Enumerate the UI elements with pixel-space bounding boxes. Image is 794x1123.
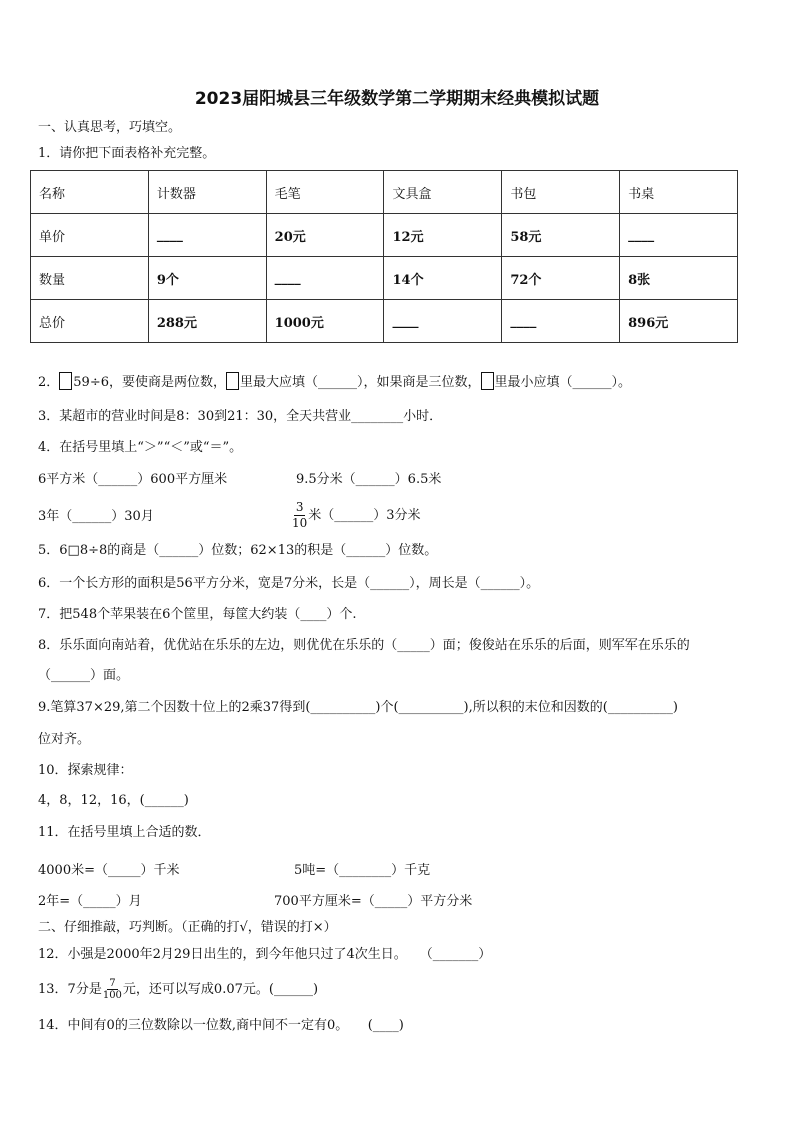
question-4: 4．在括号里填上“＞”“＜”或“＝”。 bbox=[38, 440, 243, 455]
table-cell: 58元 bbox=[502, 214, 620, 257]
table-cell: 总价 bbox=[31, 300, 149, 343]
table-cell: ____ bbox=[148, 214, 266, 257]
question-11c: 2年=（_____）月 bbox=[38, 894, 142, 909]
question-4d bbox=[291, 496, 421, 536]
question-10-sequence: 4，8，12，16，(______) bbox=[38, 793, 189, 808]
table-cell: 1000元 bbox=[266, 300, 384, 343]
table-header-cell: 书包 bbox=[502, 171, 620, 214]
question-14: 14．中间有0的三位数除以一位数,商中间不一定有0。 (____) bbox=[38, 1018, 404, 1033]
price-table bbox=[30, 170, 738, 343]
table-cell: 9个 bbox=[148, 257, 266, 300]
table-row bbox=[31, 300, 738, 343]
question-12: 12．小强是2000年2月29日出生的，到今年他只过了4次生日。 （_______） bbox=[38, 947, 492, 962]
question-2 bbox=[38, 372, 631, 392]
fraction-numerator: 3 bbox=[295, 500, 304, 514]
blank-box bbox=[481, 372, 494, 390]
section-heading-judge: 二、仔细推敲，巧判断。（正确的打√，错误的打×） bbox=[38, 920, 337, 935]
table-row bbox=[31, 214, 738, 257]
table-cell: ____ bbox=[620, 214, 738, 257]
table-cell: 8张 bbox=[620, 257, 738, 300]
question-1: 1．请你把下面表格补充完整。 bbox=[38, 146, 216, 161]
table-cell: 288元 bbox=[148, 300, 266, 343]
question-text: 59÷6，要使商是两位数， bbox=[73, 375, 226, 390]
question-text: 里最小应填（______）。 bbox=[494, 375, 632, 390]
table-cell: 896元 bbox=[620, 300, 738, 343]
question-number: 2． bbox=[38, 375, 60, 390]
table-header-cell: 计数器 bbox=[148, 171, 266, 214]
table-row bbox=[31, 257, 738, 300]
question-text: 13．7分是 bbox=[38, 982, 102, 997]
question-9-continued: 位对齐。 bbox=[38, 732, 91, 747]
question-11b: 5吨=（________）千克 bbox=[294, 863, 431, 878]
question-11a: 4000米=（_____）千米 bbox=[38, 863, 180, 878]
question-11: 11．在括号里填上合适的数． bbox=[38, 825, 211, 840]
table-header-row bbox=[31, 171, 738, 214]
table-cell: 14个 bbox=[384, 257, 502, 300]
table-cell: 72个 bbox=[502, 257, 620, 300]
fraction-denominator: 100 bbox=[102, 990, 122, 1001]
question-4a: 6平方米（______）600平方厘米 bbox=[38, 472, 228, 487]
question-4c: 3年（______）30月 bbox=[38, 509, 154, 524]
question-6: 6．一个长方形的面积是56平方分米，宽是7分米，长是（______），周长是（______）。 bbox=[38, 576, 540, 591]
question-8-continued: （______）面。 bbox=[38, 668, 130, 683]
table-cell: 单价 bbox=[31, 214, 149, 257]
question-13 bbox=[38, 972, 318, 1008]
table-cell: 12元 bbox=[384, 214, 502, 257]
table-cell: ____ bbox=[266, 257, 384, 300]
table-cell: 数量 bbox=[31, 257, 149, 300]
table-header-cell: 书桌 bbox=[620, 171, 738, 214]
question-5: 5．6□8÷8的商是（______）位数；62×13的积是（______）位数。 bbox=[38, 543, 438, 558]
question-text: 米（______）3分米 bbox=[308, 508, 421, 523]
question-7: 7．把548个苹果装在6个筐里，每筐大约装（____）个. bbox=[38, 607, 357, 622]
question-3: 3．某超市的营业时间是8：30到21：30，全天共营业________小时． bbox=[38, 409, 443, 424]
blank-box bbox=[59, 372, 72, 390]
table-header-cell: 毛笔 bbox=[266, 171, 384, 214]
question-8: 8．乐乐面向南站着，优优站在乐乐的左边，则优优在乐乐的（_____）面；俊俊站在乐乐的后面，则军军在乐乐的 bbox=[38, 638, 690, 653]
page-title: 2023届阳城县三年级数学第二学期期末经典模拟试题 bbox=[194, 89, 600, 109]
question-11d: 700平方厘米=（_____）平方分米 bbox=[274, 894, 473, 909]
fraction-numerator: 7 bbox=[109, 978, 116, 989]
question-text: 里最大应填（______），如果商是三位数， bbox=[240, 375, 481, 390]
fraction-denominator: 10 bbox=[292, 516, 308, 530]
blank-box bbox=[226, 372, 239, 390]
fraction bbox=[292, 500, 307, 531]
table-header-cell: 名称 bbox=[31, 171, 149, 214]
question-9: 9.笔算37×29,第二个因数十位上的2乘37得到(__________)个(__________),所以积的末位和因数的(__________) bbox=[38, 700, 678, 715]
question-4b: 9.5分米（______）6.5米 bbox=[296, 472, 442, 487]
table-cell: ____ bbox=[384, 300, 502, 343]
table-cell: ____ bbox=[502, 300, 620, 343]
question-10: 10．探索规律： bbox=[38, 763, 133, 778]
section-heading-fill-blanks: 一、认真思考，巧填空。 bbox=[38, 120, 182, 135]
table-cell: 20元 bbox=[266, 214, 384, 257]
question-text: 元，还可以写成0.07元。(______) bbox=[122, 982, 319, 997]
fraction bbox=[103, 978, 122, 1001]
table-header-cell: 文具盒 bbox=[384, 171, 502, 214]
